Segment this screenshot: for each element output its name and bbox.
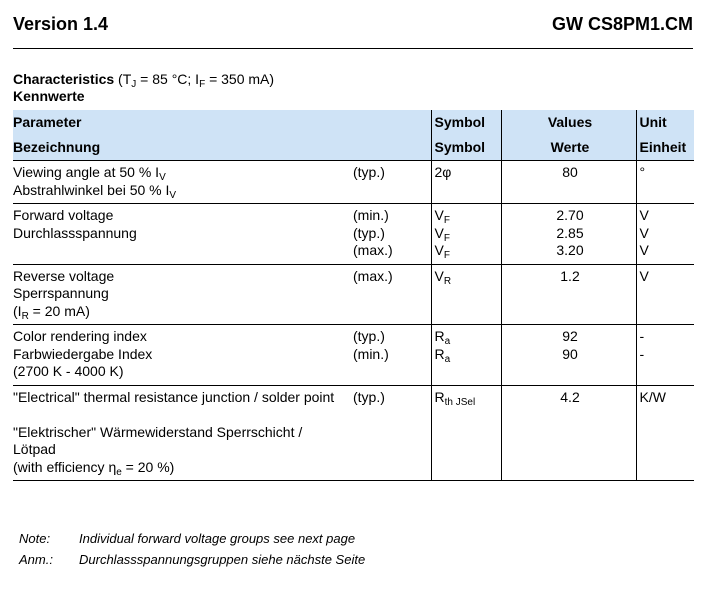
unit-cell (636, 264, 694, 325)
value-text: 1.2 (560, 267, 580, 284)
header-row-en (13, 110, 694, 135)
parameter-text: Sperrspannung (13, 285, 109, 301)
parameter-text: Reverse voltage (13, 267, 115, 284)
parameter-cell (13, 325, 353, 386)
parameter-text: Lötpad (13, 441, 56, 457)
unit-text: V (639, 267, 649, 284)
condition-text: (typ.) (353, 388, 385, 405)
col-header-unit: Unit (636, 110, 694, 135)
unit-cell (636, 385, 694, 481)
value-cell (501, 385, 636, 481)
value-cell (501, 204, 636, 265)
condition-text: (typ.) (353, 224, 385, 241)
table-row (13, 264, 694, 325)
value-text: 2.70 (556, 207, 584, 223)
unit-text: - (639, 328, 645, 344)
col-header-einheit: Einheit (636, 135, 694, 161)
parameter-text: Durchlassspannung (13, 224, 137, 241)
symbol-cell (431, 385, 501, 481)
condition-text: (typ.) (353, 328, 385, 344)
parameter-cell (13, 385, 353, 481)
condition-text: (max.) (353, 242, 393, 258)
condition-text: (min.) (353, 207, 389, 223)
parameter-text: Farbwiedergabe Index (13, 345, 153, 362)
unit-text: ° (639, 164, 646, 180)
condition-cell (353, 264, 431, 325)
parameter-text: Color rendering index (13, 328, 147, 344)
col-header-values: Values (501, 110, 636, 135)
symbol-text: $V_F$ (434, 207, 450, 226)
value-text: 92 (562, 328, 578, 344)
symbol-text: $R_a$ (434, 328, 451, 347)
unit-cell (636, 161, 694, 204)
col-header-parameter: Parameter (13, 110, 431, 135)
parameter-cell (13, 204, 353, 265)
parameter-text: (2700 K - 4000 K) (13, 363, 124, 379)
parameter-text: "Elektrischer" Wärmewiderstand Sperrschicht / (13, 423, 303, 440)
condition-cell (353, 385, 431, 481)
document-version: Version 1.4 (13, 14, 109, 34)
value-text: 3.20 (556, 242, 584, 258)
symbol-text: $V_F$ (434, 242, 450, 261)
parameter-cell (13, 161, 353, 204)
symbol-text: $R_{th JSel}$ (434, 388, 476, 408)
value-text: 4.2 (560, 388, 580, 405)
unit-text: K/W (639, 388, 666, 405)
condition-text: (max.) (353, 267, 393, 284)
condition-text: (min.) (353, 345, 389, 362)
symbol-text: $V_F$ (434, 224, 450, 244)
unit-text: V (639, 207, 649, 223)
note-de: Anm.: Durchlassspannungsgruppen siehe nächste Seite (19, 552, 366, 567)
footnotes (19, 528, 365, 570)
symbol-cell (431, 264, 501, 325)
table-row (13, 325, 694, 386)
characteristics-table (13, 110, 694, 481)
value-text: 2.85 (556, 224, 584, 241)
symbol-cell (431, 161, 501, 204)
symbol-text: $V_R$ (434, 267, 452, 287)
value-text: 90 (562, 345, 578, 362)
symbol-cell (431, 325, 501, 386)
section-title-de: Kennwerte (13, 88, 85, 104)
parameter-cell (13, 264, 353, 325)
condition-text: (typ.) (353, 164, 385, 180)
unit-text: V (639, 224, 649, 241)
parameter-text (13, 406, 353, 424)
value-cell (501, 325, 636, 386)
symbol-cell (431, 204, 501, 265)
header-row-de (13, 135, 694, 161)
table-row (13, 161, 694, 204)
col-header-bezeichnung: Bezeichnung (13, 135, 431, 161)
note-en: Note: Individual forward voltage groups see next page (19, 531, 356, 546)
condition-cell (353, 204, 431, 265)
parameter-text: "Electrical" thermal resistance junction / solder point (13, 388, 335, 405)
value-cell (501, 161, 636, 204)
col-header-symbol: Symbol (431, 110, 501, 135)
symbol-text: $R_a$ (434, 345, 451, 365)
value-text: 80 (562, 164, 578, 180)
unit-text: V (639, 242, 649, 258)
table-row (13, 385, 694, 481)
col-header-symbol-de: Symbol (431, 135, 501, 161)
parameter-text: Viewing angle at 50 % $I_V$ (13, 164, 166, 183)
parameter-text: Abstrahlwinkel bei 50 % $I_V$ (13, 181, 177, 201)
section-title (13, 71, 274, 105)
table-row (13, 204, 694, 265)
value-cell (501, 264, 636, 325)
unit-text: - (639, 345, 645, 362)
unit-cell (636, 325, 694, 386)
parameter-condition-text: (with efficiency $\eta_e = 20$ %) (13, 458, 175, 478)
condition-cell (353, 325, 431, 386)
col-header-werte: Werte (501, 135, 636, 161)
symbol-text: 2φ (434, 164, 452, 180)
page-header (13, 14, 693, 49)
parameter-text: Forward voltage (13, 207, 114, 223)
section-title-en: Characteristics ($T_J = 85$ °C; $I_F = 350$ mA) (13, 71, 275, 90)
part-number: GW CS8PM1.CM (551, 14, 693, 34)
parameter-condition-text: ($I_R = 20$ mA) (13, 302, 90, 322)
unit-cell (636, 204, 694, 265)
condition-cell (353, 161, 431, 204)
